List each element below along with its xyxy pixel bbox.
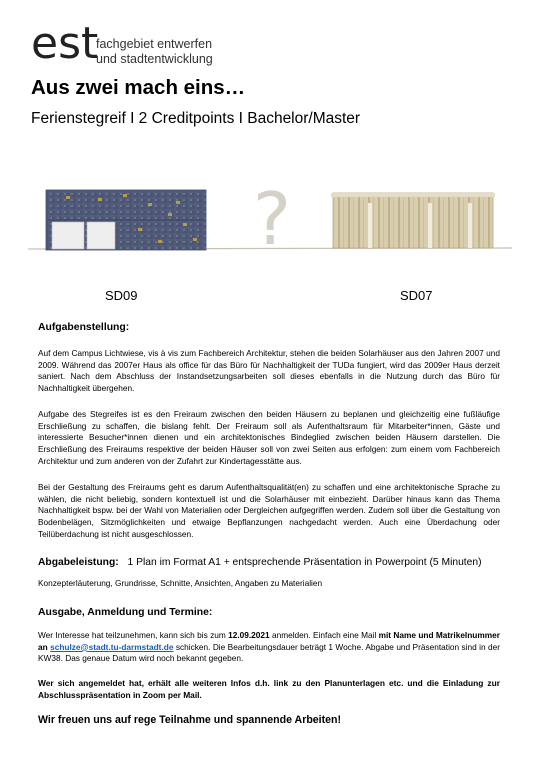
delivery-details: Konzepterläuterung, Grundrisse, Schnitte, Ansichten, Angaben zu Materialien: [38, 578, 323, 588]
dates-text-2: anmelden. Einfach eine Mail: [269, 630, 379, 640]
requirement-text: mit Name und Matrikelnummer an: [38, 630, 500, 652]
page-subtitle: Ferienstegreif I 2 Creditpoints I Bachelor/Master: [31, 110, 361, 127]
question-mark: ?: [252, 177, 292, 261]
logo-line-2: und stadtentwicklung: [96, 52, 213, 66]
deadline-date: 12.09.2021: [228, 630, 270, 640]
registration-note: Wer sich angemeldet hat, erhält alle weiteren Infos d.h. link zu den Planunterlagen etc. und die Einladung zur Abschlusspräsentation in Zoom per Mail.: [38, 678, 500, 700]
logo-mark: est: [31, 18, 99, 69]
delivery-line: [38, 557, 482, 568]
logo-line-1: fachgebiet entwerfen: [96, 37, 213, 51]
task-paragraph-2: Aufgabe des Stegreifes ist es den Freiraum zwischen den beiden Häusern zu beplanen und gleichzeitig eine fußläufige Erschließung zu schaffen, die bislang fehlt. Der Freiraum soll als Aufenthaltsraum für Mitarbeiter*innen, Gäste und interessierte Besucher*innen dienen und ein architektonisches Bindeglied zwischen beiden Häusern darstellen. Die Erschließung des Freiraums respektive der beiden Häuser soll von zwei Seiten aus erfolgen: zum einem vom Fachbereich Architektur und zum anderen von der Zufahrt zur Kindertagesstätte aus.: [38, 409, 500, 466]
heading-dates: Ausgabe, Anmeldung und Termine:: [38, 607, 213, 618]
task-paragraph-1: Auf dem Campus Lichtwiese, vis à vis zum Fachbereich Architektur, stehen die beiden Solarhäuser aus den Jahren 2007 und 2009. Während das 2007er Haus als office für das Büro für Nachhaltigkeit der TUDa fungiert, wird das 2009er Haus derzeit saniert. Nach dem Abschluss der Instandsetzungsarbeiten soll dieses ebenfalls in die Nutzung durch das Büro für Nachhaltigkeit übergehen.: [38, 348, 500, 394]
dates-text-1: Wer Interesse hat teilzunehmen, kann sich bis zum: [38, 630, 229, 640]
caption-sd09: SD09: [105, 288, 138, 303]
closing-line: Wir freuen uns auf rege Teilnahme und spannende Arbeiten!: [38, 714, 342, 726]
solar-houses-illustration: [28, 168, 512, 283]
email-link[interactable]: schulze@stadt.tu-darmstadt.de: [50, 641, 174, 652]
dates-paragraph: [38, 630, 500, 665]
caption-sd07: SD07: [400, 288, 433, 303]
house-sd09-drawing: [46, 190, 206, 250]
dates-text-3: schicken. Die Bearbeitungsdauer beträgt 1 Woche. Abgabe und Präsentation sind in der KW38. Das genaue Datum wird noch bekannt gegeben.: [38, 641, 500, 664]
heading-delivery: Abgabeleistung:: [38, 557, 119, 568]
page-title: Aus zwei mach eins…: [31, 76, 246, 99]
task-paragraph-3: Bei der Gestaltung des Freiraums geht es darum Aufenthaltsqualität(en) zu schaffen und eine architektonische Sprache zu wählen, die nicht beliebig, sondern kontextuell ist und die Solarhäuser mit einbezieht. Darüber hinaus kann das Thema Nachhaltigkeit bspw. bei der Wahl von Materialien oder Dergleichen aufgegriffen werden. Zudem soll über die Gestaltung von Bodenbelägen, Sitzmöglichkeiten und etwaige Bepflanzungen nachgedacht werden. Auch eine Überdachung oder Teilüberdachung ist nicht ausgeschlossen.: [38, 482, 500, 539]
house-sd07-drawing: [331, 193, 495, 248]
delivery-headline: 1 Plan im Format A1 + entsprechende Präsentation in Powerpoint (5 Minuten): [127, 557, 482, 568]
heading-task: Aufgabenstellung:: [38, 322, 130, 333]
